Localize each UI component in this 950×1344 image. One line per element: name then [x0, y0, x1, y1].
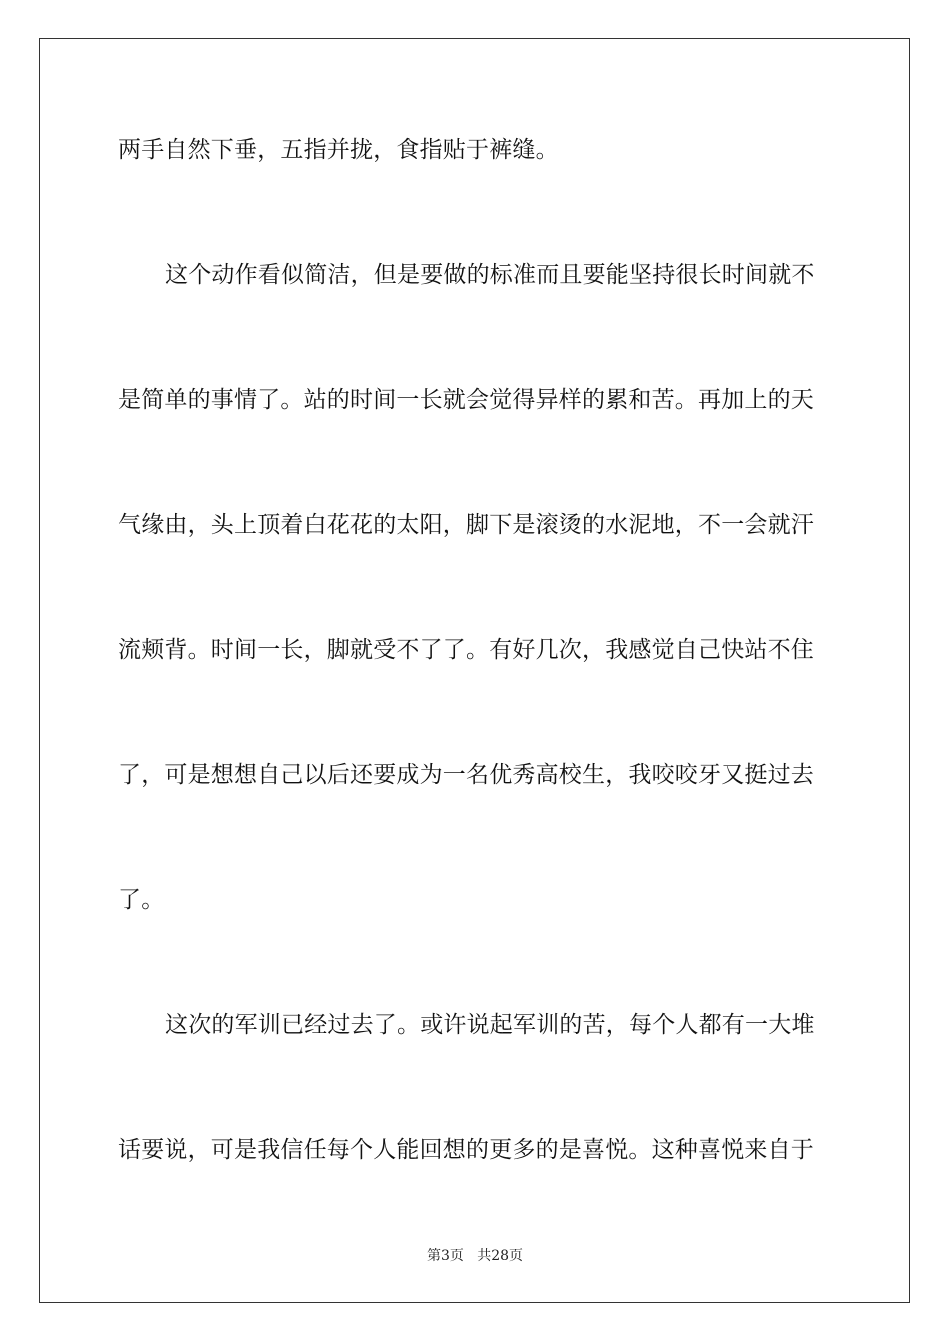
text-line: 话要说，可是我信任每个人能回想的更多的是喜悦。这种喜悦来自于 — [118, 1137, 814, 1163]
text-line: 气缘由，头上顶着白花花的太阳，脚下是滚烫的水泥地，不一会就汗 — [118, 512, 814, 538]
paragraph-start-line: 这个动作看似简洁，但是要做的标准而且要能坚持很长时间就不 — [165, 262, 815, 288]
text-line: 两手自然下垂，五指并拢，食指贴于裤缝。 — [118, 137, 559, 163]
text-line: 流颊背。时间一长，脚就受不了了。有好几次，我感觉自己快站不住 — [118, 637, 814, 663]
paragraph-start-line: 这次的军训已经过去了。或许说起军训的苦，每个人都有一大堆 — [165, 1012, 815, 1038]
page-number-footer: 第3页 共28页 — [426, 1248, 524, 1264]
text-line: 是简单的事情了。站的时间一长就会觉得异样的累和苦。再加上的天 — [118, 387, 814, 413]
page-border — [39, 38, 910, 1303]
text-line: 了，可是想想自己以后还要成为一名优秀高校生，我咬咬牙又挺过去 — [118, 762, 814, 788]
text-line: 了。 — [118, 887, 165, 913]
